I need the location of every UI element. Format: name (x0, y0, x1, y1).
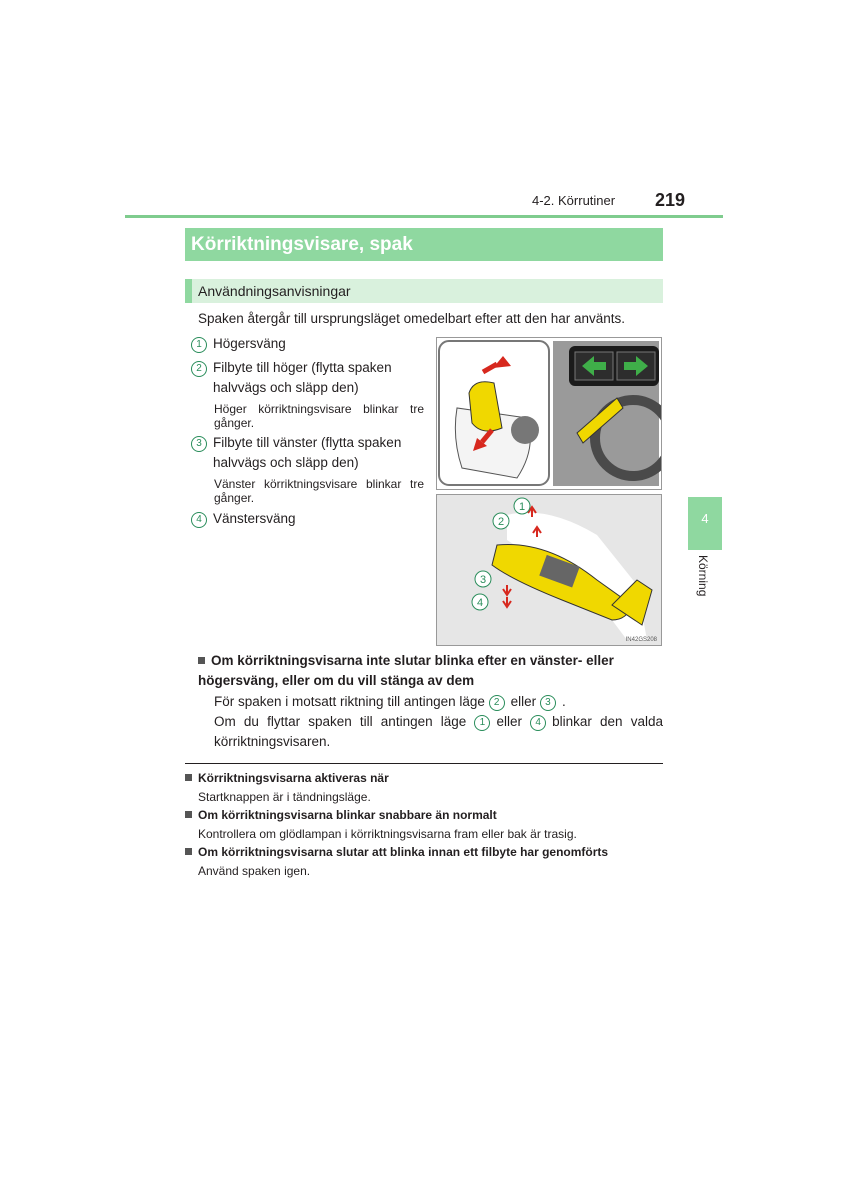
faq-answer-text: För spaken i motsatt riktning till antingen läge (214, 694, 485, 709)
note-title-text: Om körriktningsvisarna blinkar snabbare än normalt (198, 808, 497, 822)
faq-answer-text: blinkar den valda körriktningsvisaren. (214, 714, 663, 749)
list-item (191, 509, 423, 529)
intro-text: Spaken återgår till ursprungsläget omedelbart efter att den har använts. (198, 311, 626, 326)
bullet-square-icon (185, 811, 192, 818)
faq-question (198, 651, 663, 691)
subtitle: Användningsanvisningar (185, 279, 663, 303)
illustration-steering-column (436, 337, 662, 490)
callout-1: 1 (518, 501, 526, 513)
callout-3: 3 (479, 574, 487, 586)
section-title: 4-2. Körrutiner (532, 193, 616, 208)
faq-answer-text: Om du flyttar spaken till antingen läge (214, 714, 467, 729)
note-text: Startknappen är i tändningsläge. (198, 790, 371, 804)
note-title-text: Körriktningsvisarna aktiveras när (198, 771, 389, 785)
faq-answer-1 (214, 692, 566, 712)
item-label: Filbyte till höger (flytta spaken halvvägs och släpp den) (213, 360, 392, 395)
divider (185, 763, 663, 764)
chapter-label: Körning (696, 555, 710, 597)
step-number: 2 (191, 361, 207, 377)
callout-2: 2 (497, 516, 505, 528)
step-number: 4 (530, 715, 546, 731)
note-text: Kontrollera om glödlampan i körriktningsvisarna fram eller bak är trasig. (198, 827, 577, 841)
item-label: Filbyte till vänster (flytta spaken halvvägs och släpp den) (213, 435, 402, 470)
chapter-tab: 4 (688, 497, 722, 550)
step-number: 3 (540, 695, 556, 711)
bullet-square-icon (185, 848, 192, 855)
faq-question-text: Om körriktningsvisarna inte slutar blinka efter en vänster- eller högersväng, eller om du vill stänga av dem (198, 653, 614, 688)
figure-code: IN42GS208 (625, 637, 657, 643)
note-title (185, 771, 389, 785)
step-number: 3 (191, 436, 207, 452)
note-title-text: Om körriktningsvisarna slutar att blinka innan ett filbyte har genomförts (198, 845, 609, 859)
callout-4: 4 (476, 597, 484, 609)
item-label: Vänstersväng (213, 511, 296, 526)
header-rule (125, 215, 723, 218)
item-note: Vänster körriktningsvisare blinkar tre gånger. (214, 477, 424, 505)
illustration-turn-signal-lever (436, 494, 662, 646)
faq-answer-text: eller (510, 694, 537, 709)
faq-answer-2 (214, 712, 663, 752)
item-label: Högersväng (213, 336, 286, 351)
note-title (185, 845, 608, 859)
note-text: Använd spaken igen. (198, 864, 311, 878)
faq-answer-text: . (561, 694, 566, 709)
list-item (191, 358, 423, 398)
item-note: Höger körriktningsvisare blinkar tre gånger. (214, 402, 424, 430)
step-number: 1 (474, 715, 490, 731)
page-title: Körriktningsvisare, spak (185, 228, 663, 261)
list-item (191, 334, 423, 354)
step-number: 1 (191, 337, 207, 353)
page-number: 219 (655, 190, 686, 210)
step-number: 4 (191, 512, 207, 528)
faq-answer-text: eller (496, 714, 522, 729)
bullet-square-icon (198, 657, 205, 664)
bullet-square-icon (185, 774, 192, 781)
note-title (185, 808, 497, 822)
step-number: 2 (489, 695, 505, 711)
list-item (191, 433, 423, 473)
